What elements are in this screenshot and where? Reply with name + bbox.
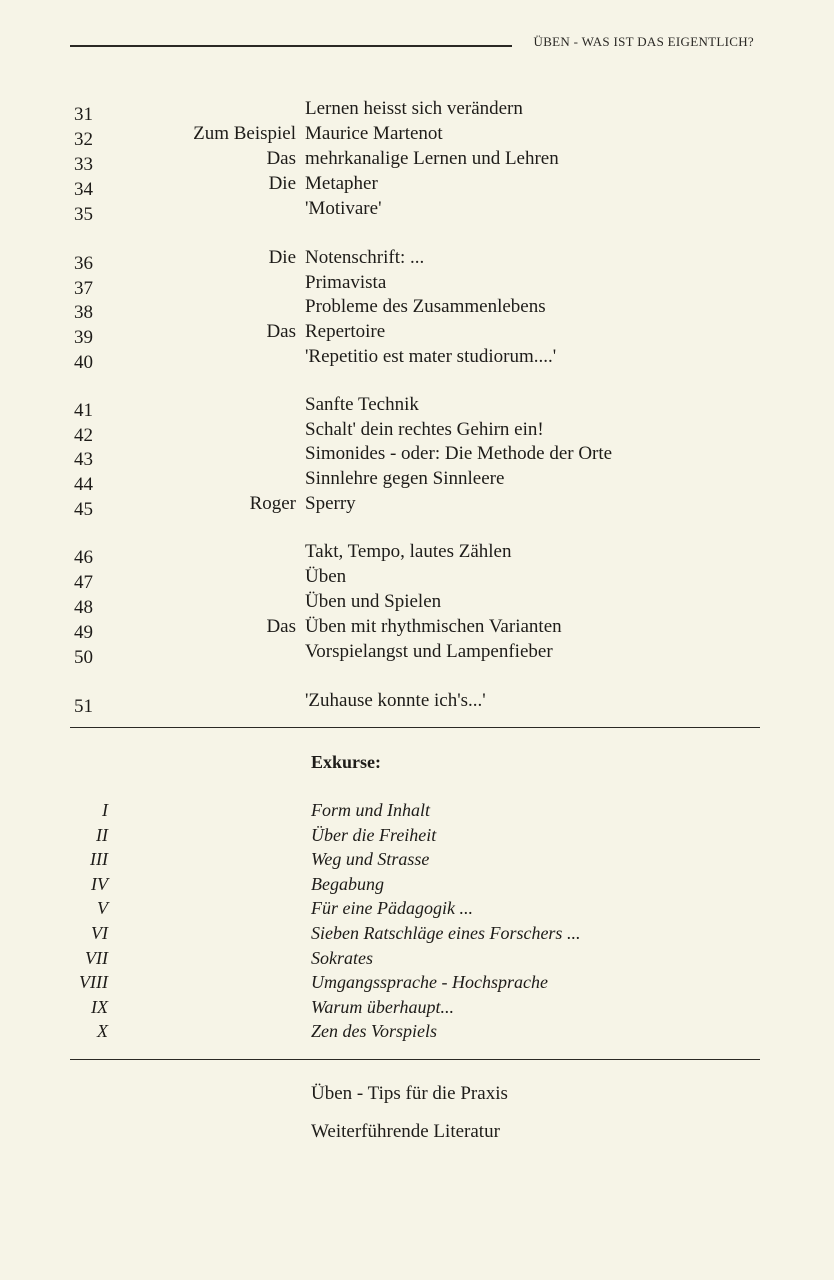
toc-entry-title: mehrkanalige Lernen und Lehren <box>305 148 559 169</box>
exkurs-number: IV <box>91 874 108 894</box>
toc-entry-number: 41 <box>74 400 93 421</box>
exkurs-entry <box>0 921 834 945</box>
section-divider <box>70 727 760 728</box>
toc-entry <box>0 467 834 495</box>
toc-entry <box>0 590 834 618</box>
toc-entry-title: Sinnlehre gegen Sinnleere <box>305 468 505 489</box>
toc-entry-title: 'Repetitio est mater studiorum....' <box>305 346 557 367</box>
exkurs-number: II <box>96 825 108 845</box>
toc-entry-title: 'Zuhause konnte ich's...' <box>305 690 486 711</box>
exkurs-entry <box>0 823 834 847</box>
section-divider <box>70 1059 760 1060</box>
toc-entry-title: Sanfte Technik <box>305 394 419 415</box>
toc-entry-number: 37 <box>74 278 93 299</box>
appendix-literature: Weiterführende Literatur <box>311 1121 500 1142</box>
toc-entry-number: 39 <box>74 327 93 348</box>
toc-entry <box>0 565 834 593</box>
toc-entry <box>0 393 834 421</box>
exkurs-number: VIII <box>79 972 108 992</box>
toc-entry-title: Takt, Tempo, lautes Zählen <box>305 541 512 562</box>
toc-entry <box>0 172 834 200</box>
exkurs-title: Über die Freiheit <box>311 825 437 845</box>
exkurs-title: Für eine Pädagogik ... <box>311 898 473 918</box>
toc-entry-number: 49 <box>74 622 93 643</box>
header-rule <box>70 45 512 47</box>
toc-entry-prefix: Das <box>266 616 296 637</box>
toc-entry-title: Vorspielangst und Lampenfieber <box>305 641 553 662</box>
toc-entry <box>0 492 834 520</box>
exkurs-title: Sieben Ratschläge eines Forschers ... <box>311 923 581 943</box>
toc-entry-title: Sperry <box>305 493 356 514</box>
toc-entry-title: Üben <box>305 566 347 587</box>
toc-entry-prefix: Das <box>266 321 296 342</box>
toc-entry-number: 36 <box>74 253 93 274</box>
running-head: ÜBEN - WAS IST DAS EIGENTLICH? <box>533 34 754 49</box>
exkurs-entry <box>0 995 834 1019</box>
toc-entry-number: 43 <box>74 449 93 470</box>
toc-entry <box>0 615 834 643</box>
exkurs-entry <box>0 896 834 920</box>
exkurs-entry <box>0 798 834 822</box>
toc-entry-title: Üben mit rhythmischen Varianten <box>305 616 562 637</box>
exkurs-entry <box>0 946 834 970</box>
toc-entry-number: 32 <box>74 129 93 150</box>
toc-entry-title: Schalt' dein rechtes Gehirn ein! <box>305 419 544 440</box>
toc-entry-prefix: Die <box>268 173 296 194</box>
exkurse-heading: Exkurse: <box>311 752 382 772</box>
exkurs-entry <box>0 1019 834 1043</box>
exkurs-title: Sokrates <box>311 948 373 968</box>
toc-entry-number: 31 <box>74 104 93 125</box>
toc-entry <box>0 418 834 446</box>
toc-entry-number: 44 <box>74 474 93 495</box>
toc-entry <box>0 271 834 299</box>
toc-entry-title: 'Motivare' <box>305 198 382 219</box>
toc-entry-title: Metapher <box>305 173 378 194</box>
toc-entry-number: 38 <box>74 302 93 323</box>
toc-entry-title: Maurice Martenot <box>305 123 443 144</box>
toc-entry <box>0 640 834 668</box>
toc-entry-title: Lernen heisst sich verändern <box>305 98 523 119</box>
exkurs-number: I <box>102 800 108 820</box>
toc-entry-prefix: Zum Beispiel <box>193 123 296 144</box>
exkurs-number: III <box>90 849 108 869</box>
toc-entry <box>0 197 834 225</box>
toc-entry <box>0 540 834 568</box>
toc-entry-number: 45 <box>74 499 93 520</box>
exkurs-title: Zen des Vorspiels <box>311 1021 437 1041</box>
toc-entry <box>0 246 834 274</box>
exkurs-number: X <box>97 1021 108 1041</box>
toc-entry-number: 48 <box>74 597 93 618</box>
exkurs-title: Warum überhaupt... <box>311 997 455 1017</box>
toc-entry-title: Probleme des Zusammenlebens <box>305 296 546 317</box>
toc-entry-title: Üben und Spielen <box>305 591 442 612</box>
toc-entry <box>0 122 834 150</box>
toc-entry-title: Notenschrift: ... <box>305 247 425 268</box>
toc-entry-title: Simonides - oder: Die Methode der Orte <box>305 443 613 464</box>
toc-entry <box>0 97 834 125</box>
exkurs-number: VI <box>91 923 108 943</box>
toc-entry-prefix: Das <box>266 148 296 169</box>
toc-entry <box>0 345 834 373</box>
appendix-tips: Üben - Tips für die Praxis <box>311 1083 508 1104</box>
exkurs-entry <box>0 970 834 994</box>
toc-entry-title: Repertoire <box>305 321 386 342</box>
toc-entry <box>0 320 834 348</box>
exkurs-title: Weg und Strasse <box>311 849 430 869</box>
toc-entry-number: 40 <box>74 352 93 373</box>
exkurs-title: Umgangssprache - Hochsprache <box>311 972 548 992</box>
toc-entry-number: 51 <box>74 696 93 717</box>
toc-entry <box>0 442 834 470</box>
exkurs-title: Form und Inhalt <box>311 800 430 820</box>
toc-entry-title: Primavista <box>305 272 387 293</box>
toc-entry-number: 47 <box>74 572 93 593</box>
exkurs-entry <box>0 872 834 896</box>
toc-entry-prefix: Roger <box>249 493 296 514</box>
exkurs-title: Begabung <box>311 874 384 894</box>
toc-entry-number: 35 <box>74 204 93 225</box>
exkurs-number: V <box>97 898 108 918</box>
toc-entry-number: 50 <box>74 647 93 668</box>
toc-entry-number: 34 <box>74 179 93 200</box>
toc-entry <box>0 295 834 323</box>
toc-entry-number: 33 <box>74 154 93 175</box>
exkurs-number: IX <box>91 997 108 1017</box>
exkurs-entry <box>0 847 834 871</box>
toc-entry-number: 46 <box>74 547 93 568</box>
toc-entry-prefix: Die <box>268 247 296 268</box>
exkurs-number: VII <box>85 948 108 968</box>
toc-entry <box>0 147 834 175</box>
toc-entry <box>0 689 834 717</box>
toc-entry-number: 42 <box>74 425 93 446</box>
